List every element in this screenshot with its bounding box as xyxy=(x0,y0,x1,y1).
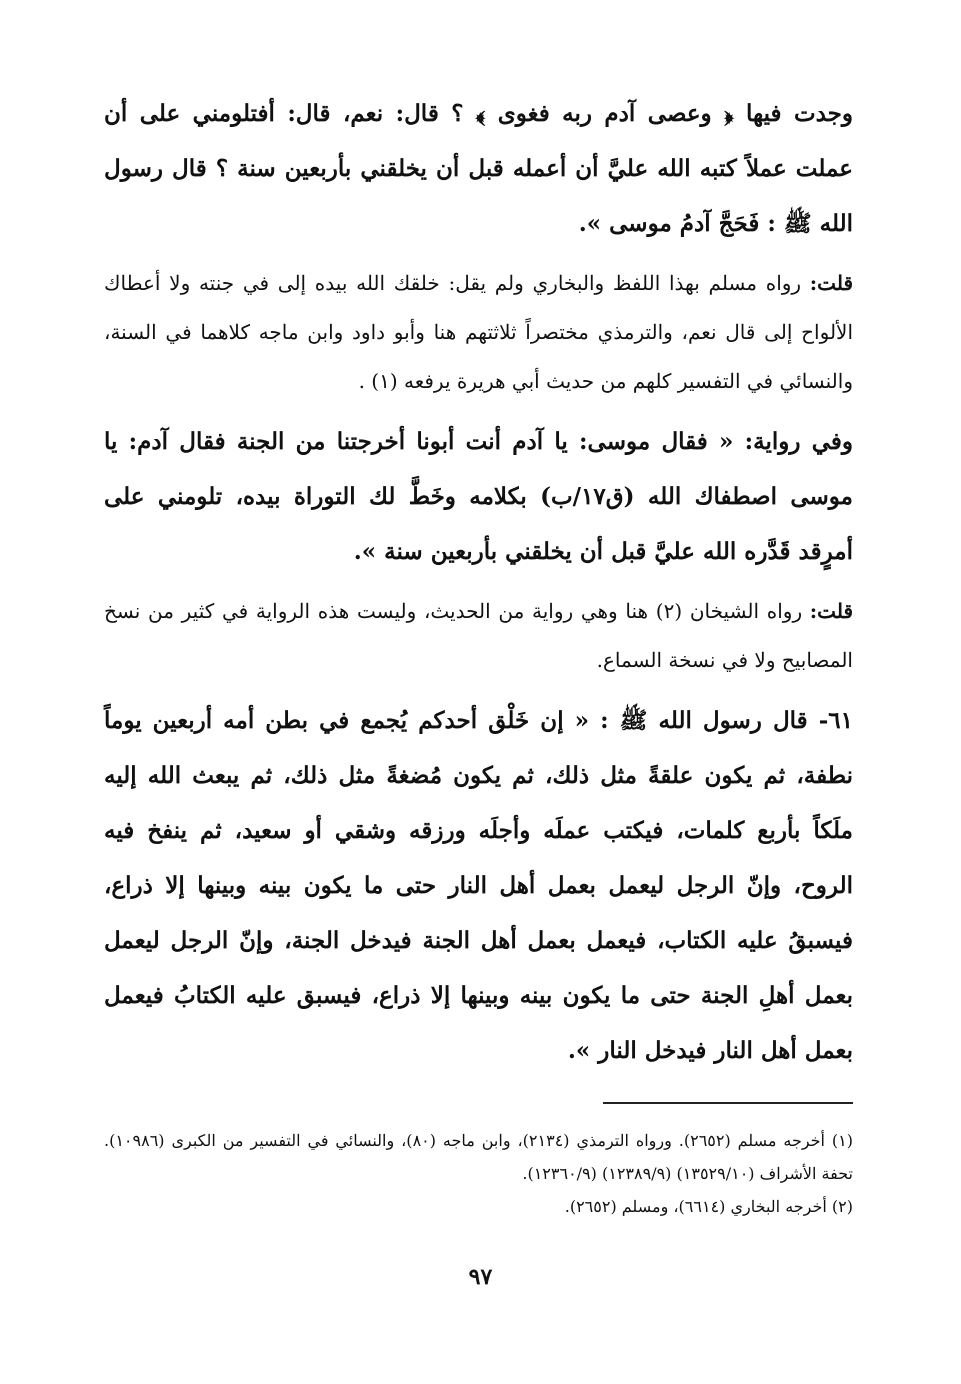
paragraph-lead: قلت: xyxy=(809,271,853,295)
footnote-2: (٢) أخرجه البخاري (٦٦١٤)، ومسلم (٢٦٥٢). xyxy=(564,1197,853,1216)
paragraph-text: وفي رواية: « فقال موسى: يا آدم أنت أبونا أخرجتنا من الجنة فقال آدم: يا موسى اصطفاك الله (ق١٧/ب) بكلامه وخَطَّ لك التوراة بيده، تلومني على أمرٍقد قَدَّره الله عليَّ قبل أن يخلقني بأربعين سنة ». xyxy=(104,428,853,565)
footnotes xyxy=(104,1124,853,1223)
paragraph-hadith-61 xyxy=(104,693,853,1078)
paragraph-text: رواه مسلم بهذا اللفظ والبخاري ولم يقل: خلقك الله بيده إلى في جنته ولا أعطاك الألواح إلى قال نعم، والترمذي مختصراً ثلاثتهم هنا وأبو داود وابن ماجه كلاهما في السنة، والنسائي في التفسير كلهم من حديث أبي هريرة يرفعه (١) . xyxy=(104,271,853,393)
paragraph-commentary-2 xyxy=(104,587,853,685)
paragraph-commentary-1 xyxy=(104,259,853,406)
footnote-1: (١) أخرجه مسلم (٢٦٥٢). ورواه الترمذي (٢١٣٤)، وابن ماجه (٨٠)، والنسائي في التفسير من الكبرى (١٠٩٨٦). تحفة الأشراف (١٣٥٢٩/١٠) (١٢٣٨٩/٩) (١٢٣٦٠/٩). xyxy=(104,1131,854,1183)
page-number: ٩٧ xyxy=(468,1264,493,1290)
paragraph-lead: قلت: xyxy=(809,599,853,623)
paragraph-text: وجدت فيها ﴿ وعصى آدم ربه فغوى ﴾ ؟ قال: نعم، قال: أفتلومني على أن عملت عملاً كتبه الله عليَّ أن أعمله قبل أن يخلقني بأربعين سنة ؟ قال رسول الله ﷺ : فَحَجَّ آدمُ موسى ». xyxy=(104,100,853,237)
main-text xyxy=(104,86,853,1078)
paragraph-hadith-continuation xyxy=(104,86,853,251)
paragraph-riwaya xyxy=(104,414,853,579)
footnote-divider xyxy=(603,1102,853,1104)
paragraph-text: ٦١- قال رسول الله ﷺ : « إن خَلْق أحدكم يُجمع في بطن أمه أربعين يوماً نطفة، ثم يكون علقةً مثل ذلك، ثم يكون مُضغةً مثل ذلك، ثم يبعث الله إليه ملَكاً بأربع كلمات، فيكتب عملَه وأجلَه ورزقه وشقي أو سعيد، ثم ينفخ فيه الروح، وإنّ الرجل ليعمل بعمل أهل النار حتى ما يكون بينه وبينها إلا ذراع، فيسبقُ عليه الكتاب، فيعمل بعمل أهل الجنة فيدخل الجنة، وإنّ الرجل ليعمل بعمل أهلِ الجنة حتى ما يكون بينه وبينها إلا ذراع، فيسبق عليه الكتابُ فيعمل بعمل أهل النار فيدخل النار ». xyxy=(104,707,853,1064)
paragraph-text: رواه الشيخان (٢) هنا وهي رواية من الحديث، وليست هذه الرواية في كثير من نسخ المصابيح ولا في نسخة السماع. xyxy=(104,599,853,672)
